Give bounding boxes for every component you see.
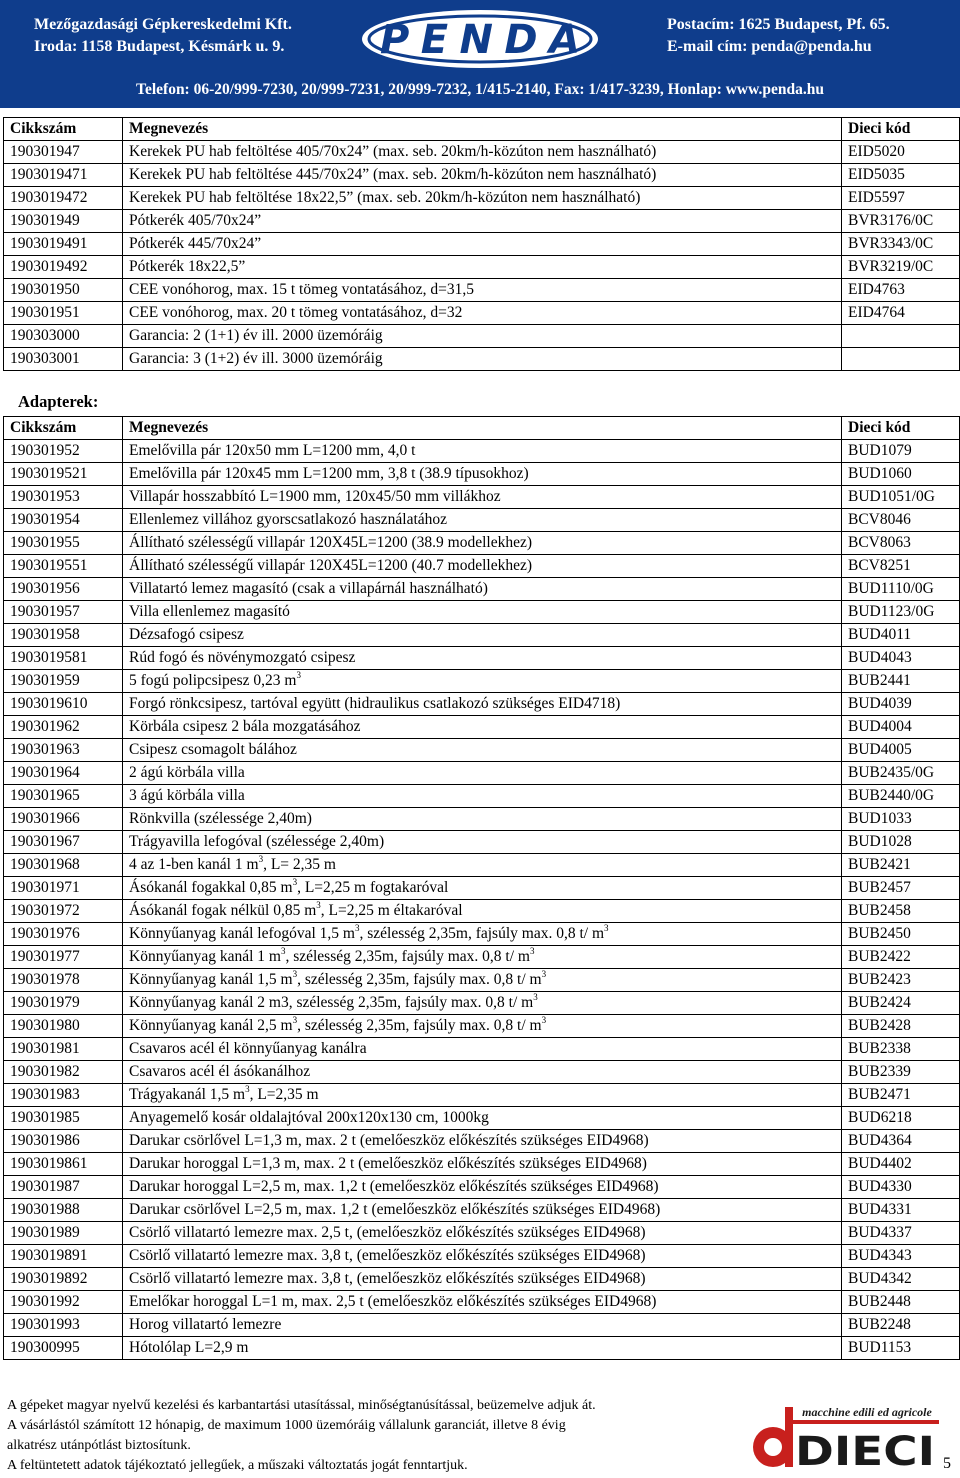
- cell-code: 190301993: [4, 1314, 123, 1337]
- cell-code: 190301983: [4, 1084, 123, 1107]
- cell-name: Könnyűanyag kanál 2 m3, szélesség 2,35m, fajsúly max. 0,8 t/ $m^3$: [123, 992, 842, 1015]
- cell-name: Darukar csörlővel L=1,3 m, max. 2 t (emelőeszköz előkészítés szükséges EID4968): [123, 1130, 842, 1153]
- col-header-code: Cikkszám: [4, 118, 123, 141]
- dieci-tagline: macchine edili ed agricole: [802, 1405, 932, 1419]
- cell-name: Garancia: 2 (1+1) év ill. 2000 üzemóráig: [123, 325, 842, 348]
- cell-name: Villapár hosszabbító L=1900 mm, 120x45/50 mm villákhoz: [123, 486, 842, 509]
- table-row: [4, 1291, 960, 1314]
- cell-code: 1903019521: [4, 463, 123, 486]
- cell-name: Pótkerék 18x22,5”: [123, 256, 842, 279]
- cell-code: 1903019892: [4, 1268, 123, 1291]
- cell-dieci-code: BUD4330: [842, 1176, 960, 1199]
- cell-dieci-code: BUB2441: [842, 670, 960, 693]
- cell-dieci-code: BUD1079: [842, 440, 960, 463]
- table-row: [4, 325, 960, 348]
- cell-name: Villa ellenlemez magasító: [123, 601, 842, 624]
- table-row: [4, 348, 960, 371]
- col-header-name: Megnevezés: [123, 118, 842, 141]
- cell-dieci-code: BUD1060: [842, 463, 960, 486]
- cell-name: Rönkvilla (szélessége 2,40m): [123, 808, 842, 831]
- cell-dieci-code: BUB2440/0G: [842, 785, 960, 808]
- cell-name: Forgó rönkcsipesz, tartóval együtt (hidraulikus csatlakozó szükséges EID4718): [123, 693, 842, 716]
- cell-dieci-code: BUB2423: [842, 969, 960, 992]
- cell-name: Dézsafogó csipesz: [123, 624, 842, 647]
- table-row: [4, 1015, 960, 1038]
- cell-code: 190301968: [4, 854, 123, 877]
- cell-name: Csörlő villatartó lemezre max. 3,8 t, (emelőeszköz előkészítés szükséges EID4968): [123, 1245, 842, 1268]
- cell-code: 190301989: [4, 1222, 123, 1245]
- cell-name: Emelőkar horoggal L=1 m, max. 2,5 t (emelőeszköz előkészítés szükséges EID4968): [123, 1291, 842, 1314]
- table-row: [4, 578, 960, 601]
- cell-name: 4 az 1-ben kanál 1 $m^3$, L= 2,35 m: [123, 854, 842, 877]
- cell-dieci-code: EID4763: [842, 279, 960, 302]
- cell-dieci-code: BUB2448: [842, 1291, 960, 1314]
- table-row: [4, 256, 960, 279]
- penda-logo: [358, 6, 602, 70]
- cell-code: 190301952: [4, 440, 123, 463]
- cell-dieci-code: BUD4039: [842, 693, 960, 716]
- cell-dieci-code: BUD4005: [842, 739, 960, 762]
- cell-code: 190301958: [4, 624, 123, 647]
- table-row: [4, 946, 960, 969]
- cell-dieci-code: BUB2435/0G: [842, 762, 960, 785]
- col-header-name: Megnevezés: [123, 417, 842, 440]
- table-row: [4, 509, 960, 532]
- table-row: [4, 233, 960, 256]
- cell-code: 190301986: [4, 1130, 123, 1153]
- cell-dieci-code: BUD1033: [842, 808, 960, 831]
- table-row: [4, 831, 960, 854]
- cell-code: 190301976: [4, 923, 123, 946]
- cell-code: 190301959: [4, 670, 123, 693]
- cell-code: 1903019471: [4, 164, 123, 187]
- table-row: [4, 1084, 960, 1107]
- cell-dieci-code: BUB2424: [842, 992, 960, 1015]
- table-row: [4, 1107, 960, 1130]
- cell-name: Csavaros acél él könnyűanyag kanálra: [123, 1038, 842, 1061]
- table-row: [4, 854, 960, 877]
- cell-dieci-code: BCV8063: [842, 532, 960, 555]
- cell-name: CEE vonóhorog, max. 15 t tömeg vontatásához, d=31,5: [123, 279, 842, 302]
- cell-name: Kerekek PU hab feltöltése 445/70x24” (max. seb. 20km/h-közúton nem használható): [123, 164, 842, 187]
- table-row: [4, 1268, 960, 1291]
- cell-code: 190301977: [4, 946, 123, 969]
- cell-code: 190303000: [4, 325, 123, 348]
- cell-name: 5 fogú polipcsipesz 0,23 $m^3$: [123, 670, 842, 693]
- cell-code: 190301950: [4, 279, 123, 302]
- table-row: [4, 555, 960, 578]
- letterhead: [0, 0, 960, 108]
- cell-code: 190301949: [4, 210, 123, 233]
- adapters-table: [3, 416, 960, 1360]
- cell-dieci-code: BUD1028: [842, 831, 960, 854]
- cell-name: Ellenlemez villához gyorscsatlakozó használatához: [123, 509, 842, 532]
- cell-dieci-code: BUD4402: [842, 1153, 960, 1176]
- company-name: Mezőgazdasági Gépkereskedelmi Kft.: [34, 16, 292, 33]
- cell-name: Emelővilla pár 120x50 mm L=1200 mm, 4,0 t: [123, 440, 842, 463]
- table-header-row: [4, 118, 960, 141]
- cell-code: 1903019861: [4, 1153, 123, 1176]
- cell-name: Ásókanál fogakkal 0,85 $m^3$, L=2,25 m fogtakaróval: [123, 877, 842, 900]
- dieci-logo: [747, 1403, 939, 1467]
- cell-name: Kerekek PU hab feltöltése 18x22,5” (max. seb. 20km/h-közúton nem használható): [123, 187, 842, 210]
- cell-code: 190301953: [4, 486, 123, 509]
- cell-code: 190301964: [4, 762, 123, 785]
- cell-name: Csipesz csomagolt bálához: [123, 739, 842, 762]
- email-address: E-mail cím: penda@penda.hu: [667, 38, 872, 55]
- cell-code: 190300995: [4, 1337, 123, 1360]
- cell-code: 190301971: [4, 877, 123, 900]
- section-title-adapters: Adapterek:: [18, 392, 99, 411]
- cell-dieci-code: BUD4343: [842, 1245, 960, 1268]
- cell-name: Csörlő villatartó lemezre max. 3,8 t, (emelőeszköz előkészítés szükséges EID4968): [123, 1268, 842, 1291]
- cell-code: 190301967: [4, 831, 123, 854]
- cell-dieci-code: BUD4364: [842, 1130, 960, 1153]
- cell-dieci-code: BCV8251: [842, 555, 960, 578]
- cell-code: 190303001: [4, 348, 123, 371]
- cell-name: Állítható szélességű villapár 120X45L=1200 (40.7 modellekhez): [123, 555, 842, 578]
- accessories-table: [3, 117, 960, 371]
- cell-dieci-code: BUB2421: [842, 854, 960, 877]
- penda-logo-text: PENDA: [380, 17, 580, 63]
- table-row: [4, 900, 960, 923]
- cell-dieci-code: BUB2338: [842, 1038, 960, 1061]
- cell-name: Könnyűanyag kanál 1 $m^3$, szélesség 2,35m, fajsúly max. 0,8 t/ $m^3$: [123, 946, 842, 969]
- cell-code: 190301992: [4, 1291, 123, 1314]
- table-row: [4, 992, 960, 1015]
- cell-dieci-code: EID5020: [842, 141, 960, 164]
- cell-code: 1903019891: [4, 1245, 123, 1268]
- table-row: [4, 532, 960, 555]
- table-row: [4, 1153, 960, 1176]
- table-row: [4, 1038, 960, 1061]
- footer-line: A gépeket magyar nyelvű kezelési és karbantartási utasítással, minőségtanúsítással, beüzemelve adjuk át.: [7, 1398, 596, 1413]
- cell-dieci-code: [842, 348, 960, 371]
- cell-name: Kerekek PU hab feltöltése 405/70x24” (max. seb. 20km/h-közúton nem használható): [123, 141, 842, 164]
- table-row: [4, 141, 960, 164]
- cell-name: Emelővilla pár 120x45 mm L=1200 mm, 3,8 t (38.9 típusokhoz): [123, 463, 842, 486]
- cell-code: 190301987: [4, 1176, 123, 1199]
- table-row: [4, 187, 960, 210]
- cell-dieci-code: BCV8046: [842, 509, 960, 532]
- cell-name: Darukar horoggal L=2,5 m, max. 1,2 t (emelőeszköz előkészítés szükséges EID4968): [123, 1176, 842, 1199]
- cell-name: Csörlő villatartó lemezre max. 2,5 t, (emelőeszköz előkészítés szükséges EID4968): [123, 1222, 842, 1245]
- cell-code: 190301955: [4, 532, 123, 555]
- cell-name: Állítható szélességű villapár 120X45L=1200 (38.9 modellekhez): [123, 532, 842, 555]
- cell-code: 190301978: [4, 969, 123, 992]
- cell-code: 190301947: [4, 141, 123, 164]
- table-row: [4, 670, 960, 693]
- cell-dieci-code: BUB2428: [842, 1015, 960, 1038]
- table-row: [4, 1130, 960, 1153]
- cell-dieci-code: BUD4331: [842, 1199, 960, 1222]
- cell-code: 190301981: [4, 1038, 123, 1061]
- table-row: [4, 486, 960, 509]
- cell-name: Pótkerék 405/70x24”: [123, 210, 842, 233]
- table-row: [4, 624, 960, 647]
- cell-dieci-code: BUD4043: [842, 647, 960, 670]
- cell-code: 190301972: [4, 900, 123, 923]
- cell-code: 1903019610: [4, 693, 123, 716]
- cell-dieci-code: BUB2422: [842, 946, 960, 969]
- cell-dieci-code: BUB2458: [842, 900, 960, 923]
- table-row: [4, 739, 960, 762]
- cell-dieci-code: BUD1110/0G: [842, 578, 960, 601]
- cell-code: 190301982: [4, 1061, 123, 1084]
- cell-dieci-code: BVR3343/0C: [842, 233, 960, 256]
- cell-code: 190301966: [4, 808, 123, 831]
- table-row: [4, 210, 960, 233]
- cell-code: 190301980: [4, 1015, 123, 1038]
- cell-name: Rúd fogó és növénymozgató csipesz: [123, 647, 842, 670]
- table-row: [4, 279, 960, 302]
- cell-dieci-code: [842, 325, 960, 348]
- cell-code: 190301962: [4, 716, 123, 739]
- table-row: [4, 762, 960, 785]
- table-row: [4, 1199, 960, 1222]
- cell-code: 1903019492: [4, 256, 123, 279]
- cell-code: 1903019472: [4, 187, 123, 210]
- cell-code: 190301956: [4, 578, 123, 601]
- cell-dieci-code: BUB2457: [842, 877, 960, 900]
- col-header-dieci: Dieci kód: [842, 417, 960, 440]
- cell-dieci-code: BUD4337: [842, 1222, 960, 1245]
- col-header-code: Cikkszám: [4, 417, 123, 440]
- table-row: [4, 1245, 960, 1268]
- cell-code: 1903019551: [4, 555, 123, 578]
- cell-dieci-code: BUD1153: [842, 1337, 960, 1360]
- table-row: [4, 601, 960, 624]
- cell-dieci-code: EID5597: [842, 187, 960, 210]
- cell-dieci-code: EID4764: [842, 302, 960, 325]
- cell-dieci-code: BUB2471: [842, 1084, 960, 1107]
- dieci-brand-text: DIECI: [795, 1429, 935, 1467]
- table-row: [4, 877, 960, 900]
- table-row: [4, 440, 960, 463]
- table-row: [4, 647, 960, 670]
- cell-code: 190301965: [4, 785, 123, 808]
- footer-line: alkatrész utánpótlást biztosítunk.: [7, 1438, 191, 1453]
- cell-name: Villatartó lemez magasító (csak a villapárnál használható): [123, 578, 842, 601]
- table-header-row: [4, 417, 960, 440]
- table-row: [4, 969, 960, 992]
- cell-dieci-code: BUD1051/0G: [842, 486, 960, 509]
- cell-name: Trágyavilla lefogóval (szélessége 2,40m): [123, 831, 842, 854]
- cell-name: Körbála csipesz 2 bála mozgatásához: [123, 716, 842, 739]
- cell-code: 190301954: [4, 509, 123, 532]
- cell-dieci-code: BUD4011: [842, 624, 960, 647]
- table-row: [4, 1176, 960, 1199]
- table-row: [4, 716, 960, 739]
- table-row: [4, 463, 960, 486]
- footer-line: A feltüntetett adatok tájékoztató jellegűek, a műszaki változtatás jogát fenntartjuk.: [7, 1458, 468, 1473]
- cell-dieci-code: BUD4342: [842, 1268, 960, 1291]
- table-row: [4, 1222, 960, 1245]
- col-header-dieci: Dieci kód: [842, 118, 960, 141]
- cell-dieci-code: BUD6218: [842, 1107, 960, 1130]
- cell-code: 190301957: [4, 601, 123, 624]
- cell-name: Garancia: 3 (1+2) év ill. 3000 üzemóráig: [123, 348, 842, 371]
- cell-dieci-code: BUD1123/0G: [842, 601, 960, 624]
- cell-name: Darukar horoggal L=1,3 m, max. 2 t (emelőeszköz előkészítés szükséges EID4968): [123, 1153, 842, 1176]
- table-row: [4, 302, 960, 325]
- table-row: [4, 923, 960, 946]
- cell-name: Pótkerék 445/70x24”: [123, 233, 842, 256]
- cell-name: CEE vonóhorog, max. 20 t tömeg vontatásához, d=32: [123, 302, 842, 325]
- cell-dieci-code: BUB2339: [842, 1061, 960, 1084]
- cell-name: Trágyakanál 1,5 $m^3$, L=2,35 m: [123, 1084, 842, 1107]
- table-row: [4, 1337, 960, 1360]
- table-row: [4, 1314, 960, 1337]
- cell-name: Ásókanál fogak nélkül 0,85 $m^3$, L=2,25 m éltakaróval: [123, 900, 842, 923]
- cell-name: Könnyűanyag kanál lefogóval 1,5 $m^3$, szélesség 2,35m, fajsúly max. 0,8 t/ $m^3$: [123, 923, 842, 946]
- table-row: [4, 1061, 960, 1084]
- cell-dieci-code: BVR3176/0C: [842, 210, 960, 233]
- cell-dieci-code: BUD4004: [842, 716, 960, 739]
- cell-name: 3 ágú körbála villa: [123, 785, 842, 808]
- cell-name: Darukar csörlővel L=2,5 m, max. 1,2 t (emelőeszköz előkészítés szükséges EID4968): [123, 1199, 842, 1222]
- table-row: [4, 164, 960, 187]
- cell-name: Könnyűanyag kanál 2,5 $m^3$, szélesség 2,35m, fajsúly max. 0,8 t/ $m^3$: [123, 1015, 842, 1038]
- cell-dieci-code: BUB2248: [842, 1314, 960, 1337]
- cell-name: 2 ágú körbála villa: [123, 762, 842, 785]
- cell-code: 190301963: [4, 739, 123, 762]
- cell-name: Hótolólap L=2,9 m: [123, 1337, 842, 1360]
- table-row: [4, 693, 960, 716]
- cell-name: Anyagemelő kosár oldalajtóval 200x120x130 cm, 1000kg: [123, 1107, 842, 1130]
- cell-code: 190301988: [4, 1199, 123, 1222]
- cell-name: Horog villatartó lemezre: [123, 1314, 842, 1337]
- table-row: [4, 785, 960, 808]
- cell-dieci-code: EID5035: [842, 164, 960, 187]
- office-address: Iroda: 1158 Budapest, Késmárk u. 9.: [34, 38, 285, 55]
- contact-line: Telefon: 06-20/999-7230, 20/999-7231, 20/999-7232, 1/415-2140, Fax: 1/417-3239, Honlap: www.penda.hu: [136, 81, 824, 98]
- cell-code: 1903019491: [4, 233, 123, 256]
- cell-dieci-code: BUB2450: [842, 923, 960, 946]
- cell-name: Könnyűanyag kanál 1,5 $m^3$, szélesség 2,35m, fajsúly max. 0,8 t/ $m^3$: [123, 969, 842, 992]
- footer-line: A vásárlástól számított 12 hónapig, de maximum 1000 üzemóráig vállalunk garanciát, illetve 8 évig: [7, 1418, 566, 1433]
- cell-code: 1903019581: [4, 647, 123, 670]
- cell-code: 190301951: [4, 302, 123, 325]
- cell-name: Csavaros acél él ásókanálhoz: [123, 1061, 842, 1084]
- cell-dieci-code: BVR3219/0C: [842, 256, 960, 279]
- cell-code: 190301985: [4, 1107, 123, 1130]
- table-row: [4, 808, 960, 831]
- cell-code: 190301979: [4, 992, 123, 1015]
- postal-address: Postacím: 1625 Budapest, Pf. 65.: [667, 16, 890, 33]
- page-number: 5: [943, 1455, 951, 1472]
